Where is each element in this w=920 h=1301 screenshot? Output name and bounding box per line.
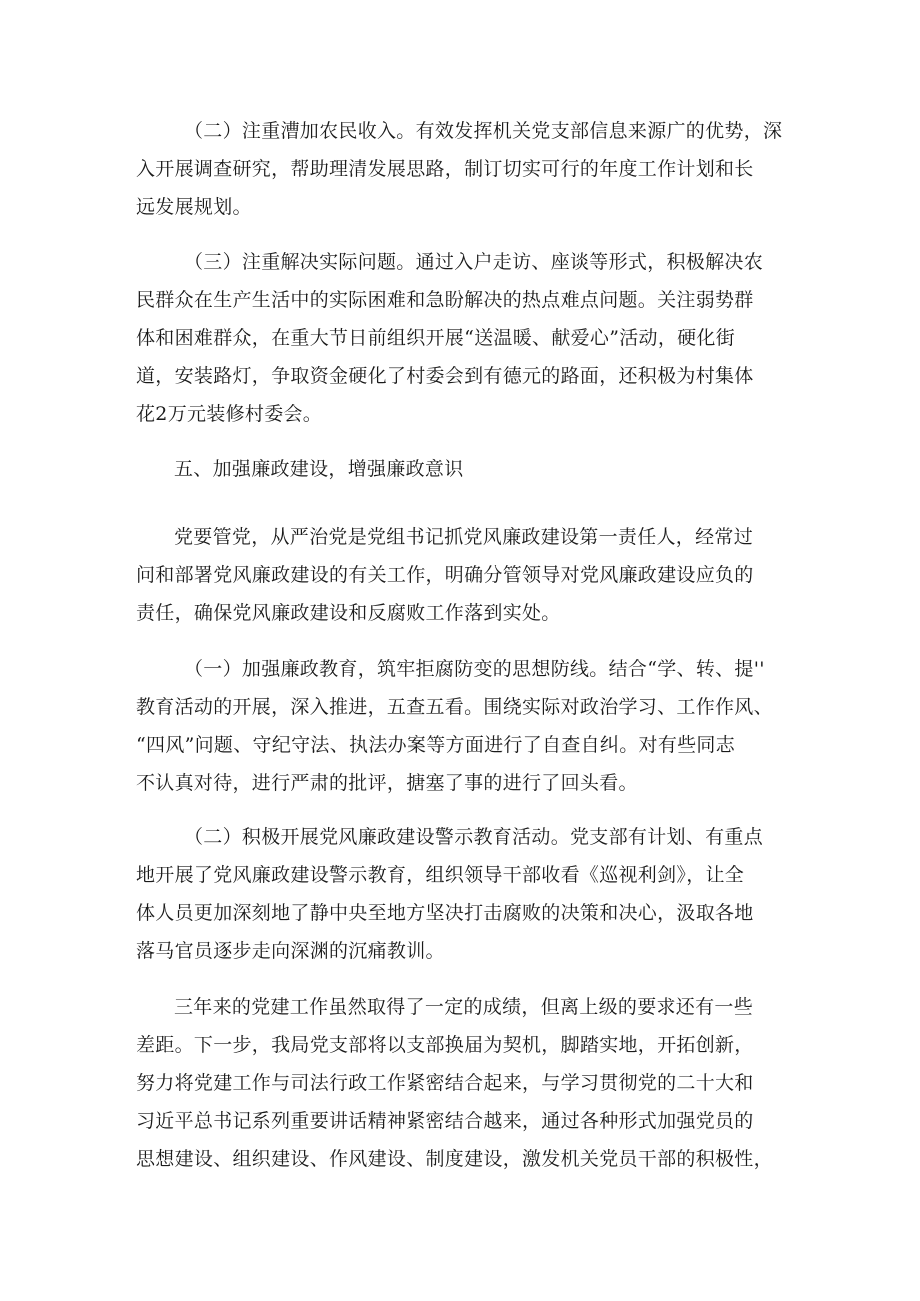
text-line: 体和困难群众，在重大节日前组织开展“送温暖、献爱心”活动，硬化街	[136, 327, 736, 349]
text-line: 努力将党建工作与司法行政工作紧密结合起来，与学习贯彻党的二十大和	[136, 1072, 754, 1094]
text-line: 党要管党，从严治党是党组书记抓党风廉政建设第一责任人，经常过	[174, 526, 754, 548]
text-line: 远发展规划。	[136, 196, 252, 218]
text-line: 三年来的党建工作虽然取得了一定的成绩，但离上级的要求还有一些	[174, 996, 754, 1018]
paragraph-party-governance	[136, 518, 796, 632]
text-line: 体人员更加深刻地了静中央至地方坚决打击腐败的决策和决心，汲取各地	[136, 902, 754, 924]
paragraph-integrity-education	[136, 650, 796, 802]
text-line: （一）加强廉政教育，筑牢拒腐防变的思想防线。结合“学、转、提''	[184, 658, 765, 680]
section-heading	[136, 450, 796, 488]
text-line: 习近平总书记系列重要讲话精神紧密结合越来，通过各种形式加强党员的	[136, 1110, 754, 1132]
text-line: 思想建设、组织建设、作风建设、制度建设，激发机关党员干部的积极性，	[136, 1148, 773, 1170]
text-line: 责任，确保党风廉政建设和反腐败工作落到实处。	[136, 602, 561, 624]
text-line: （二）注重漕加农民收入。有效发挥机关党支部信息来源广的优势，深	[184, 120, 783, 142]
text-line: 差距。下一步，我局党支部将以支部换届为契机，脚踏实地，开拓创新，	[136, 1034, 754, 1056]
text-line: 花2万元装修村委会。	[136, 403, 323, 425]
text-line: 不认真对待，进行严肃的批评，搪塞了事的进行了回头看。	[136, 772, 638, 794]
paragraph-increase-farmer-income	[136, 112, 796, 226]
text-line: 问和部署党风廉政建设的有关工作，明确分管领导对党风廉政建设应负的	[136, 564, 754, 586]
heading-text: 五、加强廉政建设，增强廉政意识	[174, 458, 464, 480]
paragraph-warning-education	[136, 818, 796, 970]
text-line: （三）注重解决实际问题。通过入户走访、座谈等形式，积极解决农	[184, 251, 764, 273]
text-line: 道，安装路灯，争取资金硬化了村委会到有德元的路面，还积极为村集体	[136, 365, 754, 387]
text-line: （二）积极开展党风廉政建设警示教育活动。党支部有计划、有重点	[184, 826, 764, 848]
text-line: 落马官员逐步走向深渊的沉痛教训。	[136, 940, 445, 962]
text-line: 地开展了党风廉政建设警示教育，组织领导干部收看《巡视利剑》，让全	[136, 864, 745, 886]
text-line: 入开展调查研究，帮助理清发展思路，制订切实可行的年度工作计划和长	[136, 158, 754, 180]
text-line: “四风”问题、守纪守法、执法办案等方面进行了自查自纠。对有些同志	[136, 734, 736, 756]
paragraph-next-steps	[136, 988, 796, 1178]
text-line: 民群众在生产生活中的实际困难和急盼解决的热点难点问题。关注弱势群	[136, 289, 754, 311]
text-line: 教育活动的开展，深入推进，五查五看。围绕实际对政治学习、工作作风、	[136, 696, 773, 718]
paragraph-solve-practical-problems	[136, 243, 796, 433]
